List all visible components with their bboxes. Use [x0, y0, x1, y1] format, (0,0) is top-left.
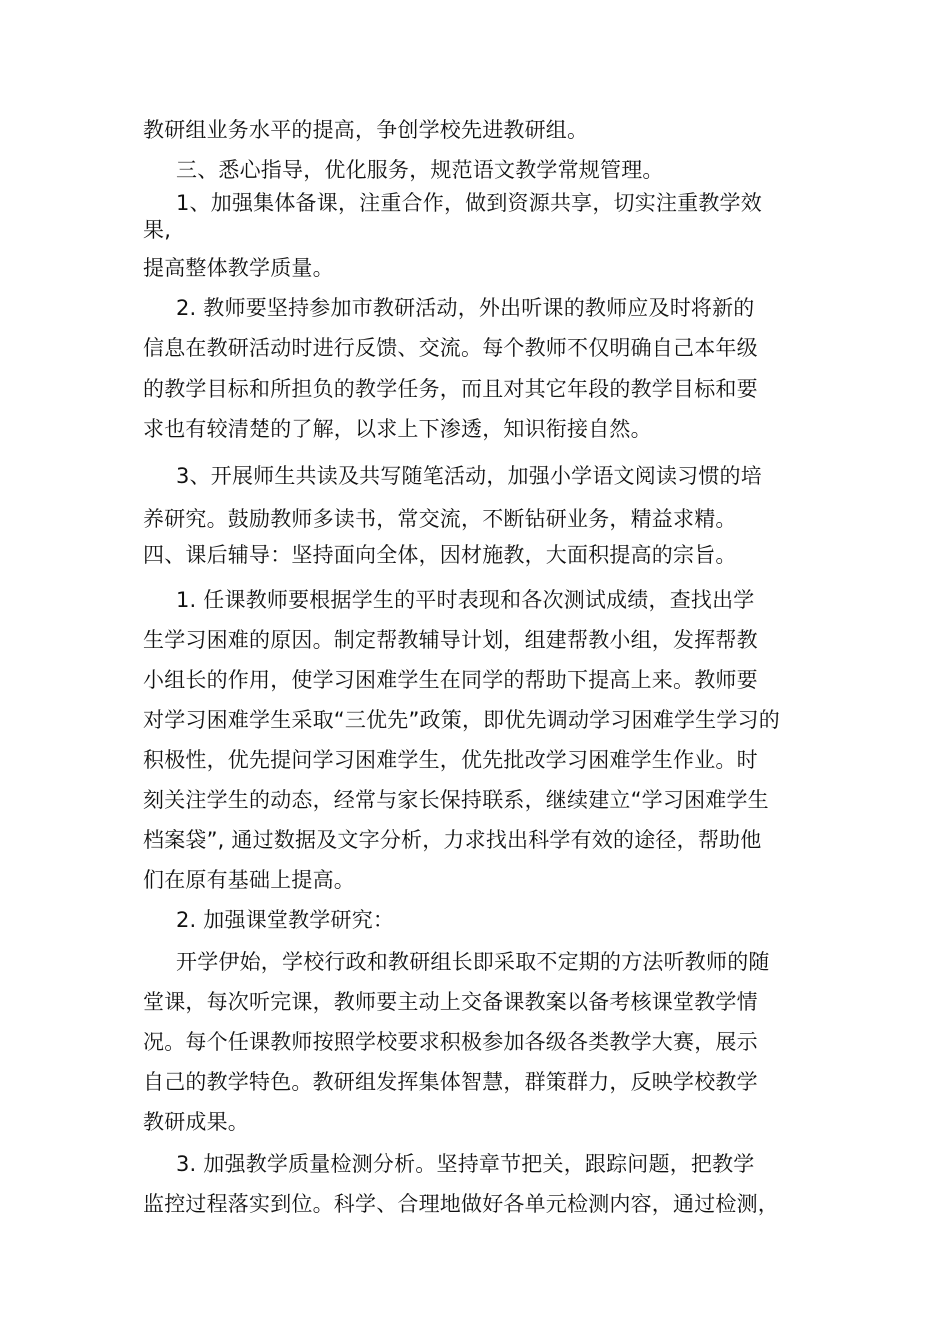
subsection-heading: 2. 加强课堂教学研究：	[176, 908, 395, 932]
text-line: 求也有较清楚的了解，以求上下渗透，知识衔接自然。	[143, 417, 652, 441]
section-heading: 三、悉心指导，优化服务，规范语文教学常规管理。	[176, 158, 664, 182]
text-line: 2. 教师要坚持参加市教研活动，外出听课的教师应及时将新的	[176, 296, 755, 320]
text-line: 们在原有基础上提高。	[143, 868, 355, 892]
text-line: 教研成果。	[143, 1110, 249, 1134]
text-line: 档案袋”, 通过数据及文字分析，力求找出科学有效的途径，帮助他	[143, 828, 762, 852]
text-line: 的教学目标和所担负的教学任务，而且对其它年段的教学目标和要	[143, 377, 758, 401]
text-line: 生学习困难的原因。制定帮教辅导计划，组建帮教小组，发挥帮教	[143, 628, 758, 652]
text-line: 自己的教学特色。教研组发挥集体智慧，群策群力，反映学校教学	[143, 1070, 758, 1094]
text-line: 况。每个任课教师按照学校要求积极参加各级各类教学大赛，展示	[143, 1030, 758, 1054]
text-line: 1、加强集体备课，注重合作，做到资源共享，切实注重教学效	[176, 191, 762, 215]
text-line: 果,	[143, 218, 172, 242]
text-line: 信息在教研活动时进行反馈、交流。每个教师不仅明确自己本年级	[143, 336, 758, 360]
text-line: 对学习困难学生采取“三优先”政策，即优先调动学习困难学生学习的	[143, 708, 780, 732]
text-line: 开学伊始，学校行政和教研组长即采取不定期的方法听教师的随	[176, 950, 770, 974]
text-line: 积极性，优先提问学习困难学生，优先批改学习困难学生作业。时	[143, 748, 758, 772]
text-line: 小组长的作用，使学习困难学生在同学的帮助下提高上来。教师要	[143, 668, 758, 692]
text-line: 教研组业务水平的提高，争创学校先进教研组。	[143, 118, 589, 142]
section-heading: 四、课后辅导：坚持面向全体，因材施教，大面积提高的宗旨。	[143, 543, 737, 567]
text-line: 1. 任课教师要根据学生的平时表现和各次测试成绩，查找出学	[176, 588, 755, 612]
text-line: 3. 加强教学质量检测分析。坚持章节把关，跟踪问题，把教学	[176, 1152, 755, 1176]
text-line: 3、开展师生共读及共写随笔活动，加强小学语文阅读习惯的培	[176, 464, 762, 488]
text-line: 监控过程落实到位。科学、合理地做好各单元检测内容，通过检测，	[143, 1192, 779, 1216]
text-line: 堂课，每次听完课，教师要主动上交备课教案以备考核课堂教学情	[143, 990, 758, 1014]
text-line: 提高整体教学质量。	[143, 256, 334, 280]
text-line: 刻关注学生的动态，经常与家长保持联系，继续建立“学习困难学生	[143, 788, 769, 812]
text-line: 养研究。鼓励教师多读书，常交流，不断钻研业务，精益求精。	[143, 507, 737, 531]
